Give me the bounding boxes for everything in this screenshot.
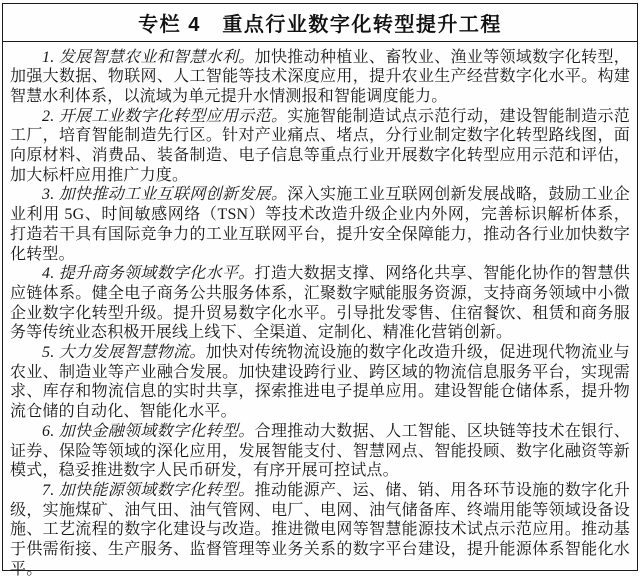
item-lead-4 <box>42 265 255 282</box>
item-lead-2 <box>42 108 287 125</box>
item-paragraph-6 <box>10 422 630 481</box>
item-body-text: 加快对传统物流设施的数字化改造升级，促进现代物流业与农业、制造业等产业融合发展。加快建设跨行业、跨区域的物流信息服务平台，实现需求、库存和物流信息的实时共享，探索推进电子提单应用。建设智能仓储体系，提升物流仓储的自动化、智能化水平。 <box>10 344 630 420</box>
item-lead-5 <box>42 344 206 361</box>
item-body-text: 深入实施工业互联网创新发展战略，鼓励工业企业利用 5G、时间敏感网络（TSN）等技术改造升级企业内外网，完善标识解析体系，打造若干具有国际竞争力的工业互联网平台，提升安全保障能力，推动各行业加快数字化转型。 <box>10 186 630 262</box>
item-paragraph-2 <box>10 107 630 186</box>
item-number: 6. <box>42 423 54 440</box>
item-body-text: 加快推动种植业、畜牧业、渔业等领域数字化转型，加强大数据、物联网、人工智能等技术深度应用，提升农业生产经营数字化水平。构建智慧水利体系，以流域为单元提升水情测报和智能调度能力。 <box>10 49 630 105</box>
item-lead-text: 加快推动工业互联网创新发展。 <box>59 186 288 203</box>
item-body-text: 推动能源产、运、储、销、用各环节设施的数字化升级，实施煤矿、油气田、油气管网、电厂、电网、油气储备库、终端用能等领域设备设施、工艺流程的数字化建设与改造。推进微电网等智慧能源技术试点示范应用。推动基于供需衔接、生产服务、监督管理等业务关系的数字平台建设，提升能源体系智能化水平。 <box>10 482 630 578</box>
item-lead-6 <box>42 423 255 440</box>
item-paragraph-5 <box>10 343 630 422</box>
item-number: 5. <box>42 344 54 361</box>
item-number: 4. <box>42 265 54 282</box>
item-body-text: 打造大数据支撑、网络化共享、智能化协作的智慧供应链体系。健全电子商务公共服务体系，汇聚数字赋能服务资源，支持商务领域中小微企业数字化转型升级。提升贸易数字化水平。引导批发零售、住宿餐饮、租赁和商务服务等传统业态积极开展线上线下、全渠道、定制化、精准化营销创新。 <box>10 265 630 341</box>
item-body-text: 实施智能制造试点示范行动，建设智能制造示范工厂，培育智能制造先行区。针对产业痛点、堵点，分行业制定数字化转型路线图，面向原材料、消费品、装备制造、电子信息等重点行业开展数字化转型应用示范和评估，加大标杆应用推广力度。 <box>10 108 630 184</box>
item-lead-1 <box>42 49 255 66</box>
item-number: 1. <box>42 49 54 66</box>
item-paragraph-7 <box>10 481 630 579</box>
item-lead-text: 提升商务领域数字化水平。 <box>59 265 255 282</box>
item-paragraph-3 <box>10 185 630 264</box>
item-lead-text: 加快能源领域数字化转型。 <box>59 482 255 499</box>
box-title: 专栏 4 重点行业数字化转型提升工程 <box>3 4 637 42</box>
item-lead-7 <box>42 482 255 499</box>
item-lead-text: 开展工业数字化转型应用示范。 <box>59 108 288 125</box>
box-body <box>3 42 637 579</box>
item-body-text: 合理推动大数据、人工智能、区块链等技术在银行、证券、保险等领域的深化应用，发展智能支付、智慧网点、智能投顾、数字化融资等新模式，稳妥推进数字人民币研发，有序开展可控试点。 <box>10 423 630 479</box>
item-number: 7. <box>42 482 54 499</box>
item-lead-text: 发展智慧农业和智慧水利。 <box>59 49 255 66</box>
item-lead-text: 大力发展智慧物流。 <box>59 344 206 361</box>
item-lead-text: 加快金融领域数字化转型。 <box>59 423 255 440</box>
item-lead-3 <box>42 186 287 203</box>
item-paragraph-1 <box>10 48 630 107</box>
item-paragraph-4 <box>10 264 630 343</box>
item-number: 2. <box>42 108 54 125</box>
item-number: 3. <box>42 186 54 203</box>
callout-box <box>2 3 638 571</box>
